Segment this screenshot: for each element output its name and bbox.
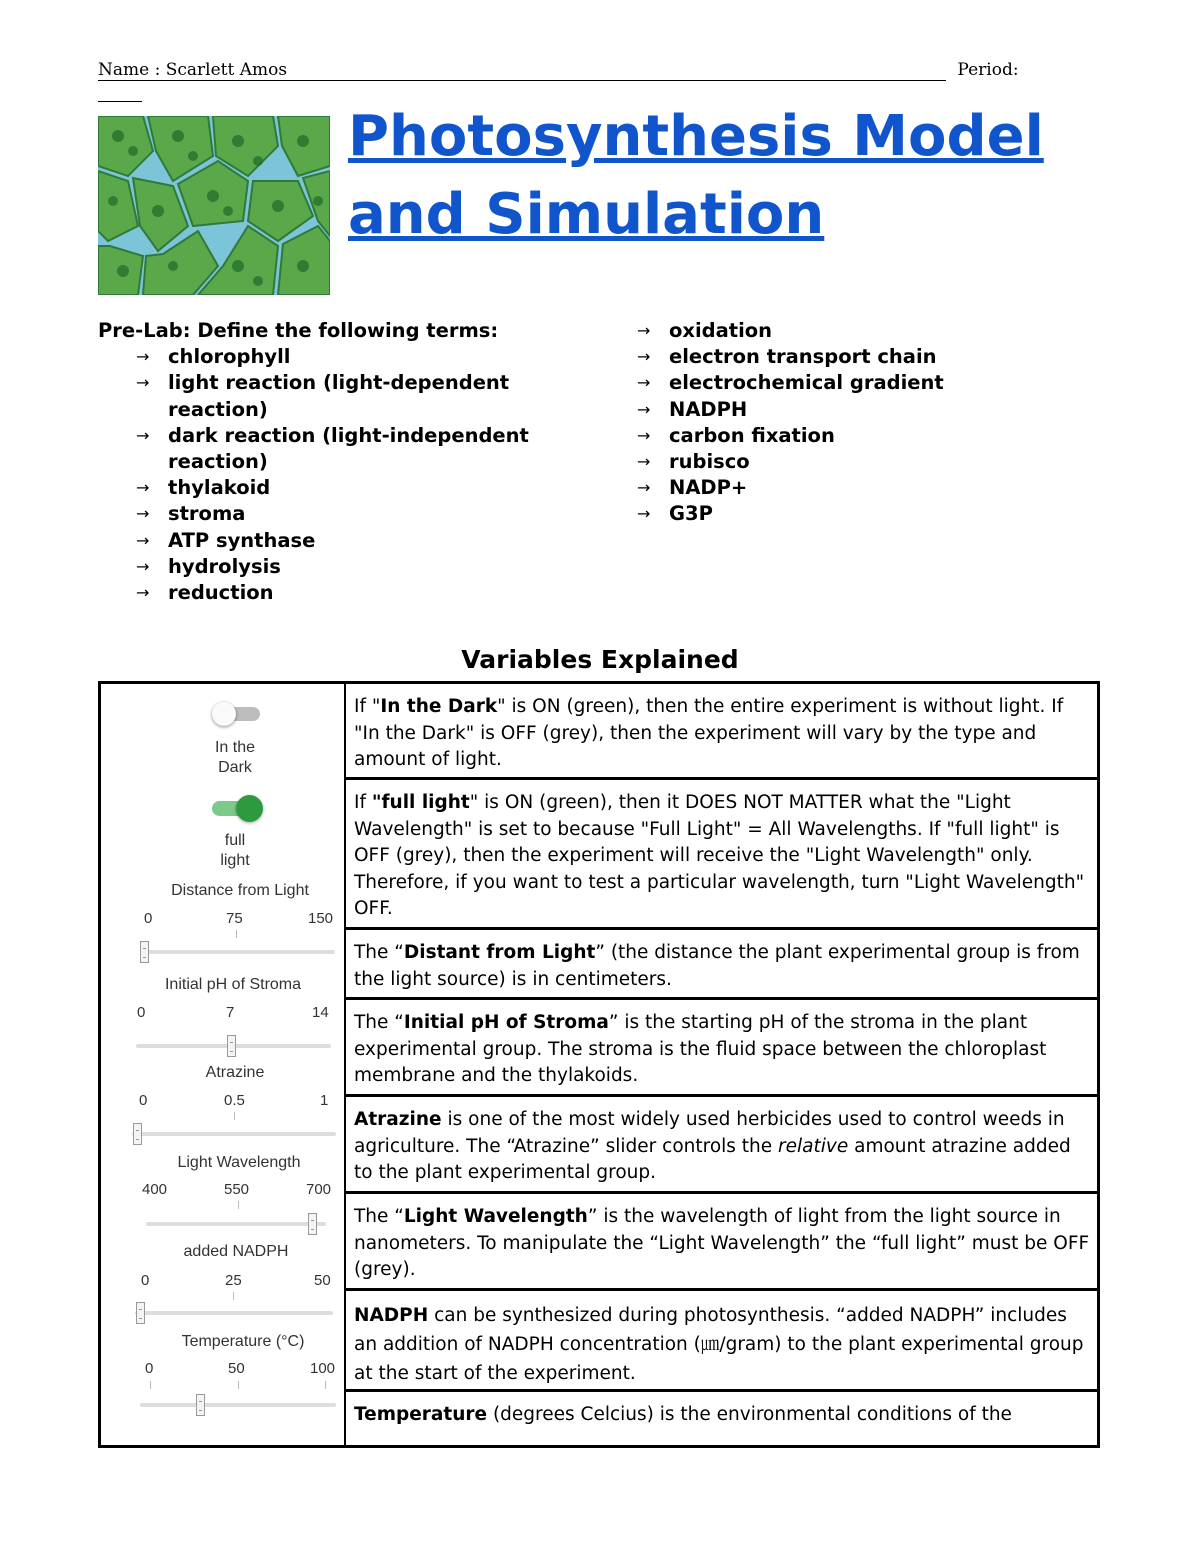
row-text: amount atrazine added to the plant experimental group. <box>354 1135 1071 1184</box>
row-text: ” (the distance the plant experimental group is from the light source) is in centimeters. <box>354 942 1080 990</box>
row-text: If <box>354 792 372 813</box>
row-term: Initial pH of Stroma <box>403 1012 609 1033</box>
term-item: → light reaction (light-dependent reaction) <box>98 370 568 422</box>
row-term: Light Wavelength <box>403 1206 588 1227</box>
title-line-1[interactable]: Photosynthesis Model <box>348 104 1044 169</box>
distance-max: 150 <box>308 910 334 927</box>
row-term: Atrazine <box>354 1109 442 1130</box>
nadph-slider-handle[interactable] <box>136 1302 145 1324</box>
term-item: → oxidation <box>599 318 1079 344</box>
distance-min: 0 <box>144 910 153 927</box>
row-emphasis: relative <box>778 1135 849 1157</box>
atrazine-max: 1 <box>320 1092 329 1109</box>
row-term: Temperature <box>354 1404 488 1425</box>
term-item: → electrochemical gradient <box>599 370 1079 396</box>
temperature-slider[interactable] <box>140 1403 336 1407</box>
row-text: " is ON (green), then it DOES NOT MATTER what the "Light Wavelength" is set to because "Full Light" = All Wavelengths. If "full light" is OFF (grey), then the experiment will receive the "Light Wavelength" only. Therefore, if you want to test a particular wavelength, turn "Light Wavelength" OFF. <box>354 792 1085 920</box>
full-light-label <box>185 831 285 871</box>
row-temperature <box>346 1392 1100 1445</box>
row-text: (degrees Celcius) is the environmental conditions of the <box>487 1404 1012 1425</box>
distance-mid: 75 <box>226 910 243 927</box>
name-period-line <box>98 60 1063 102</box>
row-text: If " <box>354 696 381 717</box>
row-text: ” is the wavelength of light from the light source in nanometers. To manipulate the “Light Wavelength” the “full light” must be OFF (grey). <box>354 1206 1090 1281</box>
row-distance <box>346 930 1100 1000</box>
nadph-max: 50 <box>314 1272 331 1289</box>
row-atrazine <box>346 1097 1100 1194</box>
atrazine-min: 0 <box>139 1092 148 1109</box>
wavelength-max: 700 <box>306 1181 332 1198</box>
nadph-mid: 25 <box>225 1272 242 1289</box>
toggle-label-line: light <box>220 852 250 869</box>
atrazine-slider[interactable] <box>132 1132 336 1136</box>
variables-heading: Variables Explained <box>461 645 739 674</box>
term-item: → electron transport chain <box>599 344 1079 370</box>
wavelength-slider-handle[interactable] <box>308 1213 317 1235</box>
term-item: → reduction <box>98 580 568 606</box>
temperature-mid: 50 <box>228 1360 245 1377</box>
in-the-dark-label <box>185 738 285 778</box>
temperature-max: 100 <box>310 1360 336 1377</box>
student-name: Name : Scarlett Amos <box>98 60 288 80</box>
row-term: In the Dark <box>380 696 498 717</box>
atrazine-slider-handle[interactable] <box>133 1123 142 1145</box>
row-text: " is ON (green), then the entire experiment is without light. If "In the Dark" is OFF (grey), then the experiment will vary by the type and amount of light. <box>354 696 1064 771</box>
term-item: → NADPH <box>599 397 1079 423</box>
term-item: → G3P <box>599 501 1079 527</box>
row-term: NADPH <box>354 1305 429 1326</box>
temperature-slider-handle[interactable] <box>196 1394 205 1416</box>
period-label: Period: <box>957 60 1019 80</box>
row-nadph <box>346 1291 1100 1392</box>
row-text: can be synthesized during photosynthesis. “added NADPH” includes an addition of NADPH concentration (㎛/gram) to the plant experimental group at the start of the experiment. <box>354 1305 1084 1384</box>
wavelength-mid: 550 <box>224 1181 250 1198</box>
ph-max: 14 <box>312 1004 329 1021</box>
toggle-label-line: full <box>224 832 246 849</box>
row-full-light <box>346 780 1100 930</box>
row-text: is one of the most widely used herbicides used to control weeds in agriculture. The “Atrazine” slider controls the <box>354 1109 1065 1157</box>
distance-slider[interactable] <box>140 950 335 954</box>
distance-label: Distance from Light <box>171 882 309 899</box>
distance-slider-handle[interactable] <box>140 941 149 963</box>
atrazine-label: Atrazine <box>205 1064 265 1081</box>
row-text: ” is the starting pH of the stroma in the plant experimental group. The stroma is the fluid space between the chloroplast membrane and the thylakoids. <box>354 1012 1047 1087</box>
term-item: → dark reaction (light-independent reaction) <box>98 423 568 475</box>
atrazine-mid: 0.5 <box>224 1092 245 1109</box>
term-item: → NADP+ <box>599 475 1079 501</box>
term-item: → carbon fixation <box>599 423 1079 449</box>
ph-slider-handle[interactable] <box>227 1035 236 1057</box>
row-term: "full light <box>371 792 470 813</box>
term-item: → chlorophyll <box>98 344 568 370</box>
wavelength-label: Light Wavelength <box>177 1154 301 1171</box>
ph-mid: 7 <box>226 1004 235 1021</box>
in-the-dark-toggle[interactable] <box>212 702 262 726</box>
prelab-left <box>98 318 568 606</box>
nadph-slider[interactable] <box>135 1311 333 1315</box>
prelab-right <box>599 318 1079 528</box>
nadph-min: 0 <box>141 1272 150 1289</box>
term-item: → thylakoid <box>98 475 568 501</box>
temperature-label: Temperature (°C) <box>181 1333 305 1350</box>
title-line-2[interactable]: and Simulation <box>348 182 825 247</box>
temperature-min: 0 <box>145 1360 154 1377</box>
row-wavelength <box>346 1194 1100 1291</box>
row-in-the-dark <box>346 684 1100 780</box>
wavelength-min: 400 <box>142 1181 168 1198</box>
ph-label: Initial pH of Stroma <box>164 976 302 993</box>
chloroplast-image <box>98 116 330 295</box>
row-text: The “ <box>354 942 404 963</box>
toggle-label-line: In the <box>214 739 256 756</box>
row-ph <box>346 1000 1100 1097</box>
ph-min: 0 <box>137 1004 146 1021</box>
term-item: → ATP synthase <box>98 528 568 554</box>
row-term: Distant from Light <box>403 942 596 963</box>
term-item: → hydrolysis <box>98 554 568 580</box>
nadph-label: added NADPH <box>183 1243 289 1260</box>
term-item: → stroma <box>98 501 568 527</box>
toggle-label-line: Dark <box>218 759 252 776</box>
full-light-toggle[interactable] <box>212 795 264 821</box>
prelab-heading: Pre-Lab: Define the following terms: <box>98 319 499 342</box>
row-text: The “ <box>354 1206 404 1227</box>
term-item: → rubisco <box>599 449 1079 475</box>
row-text: The “ <box>354 1012 404 1033</box>
wavelength-slider[interactable] <box>146 1222 326 1226</box>
page-title[interactable] <box>348 98 1044 254</box>
